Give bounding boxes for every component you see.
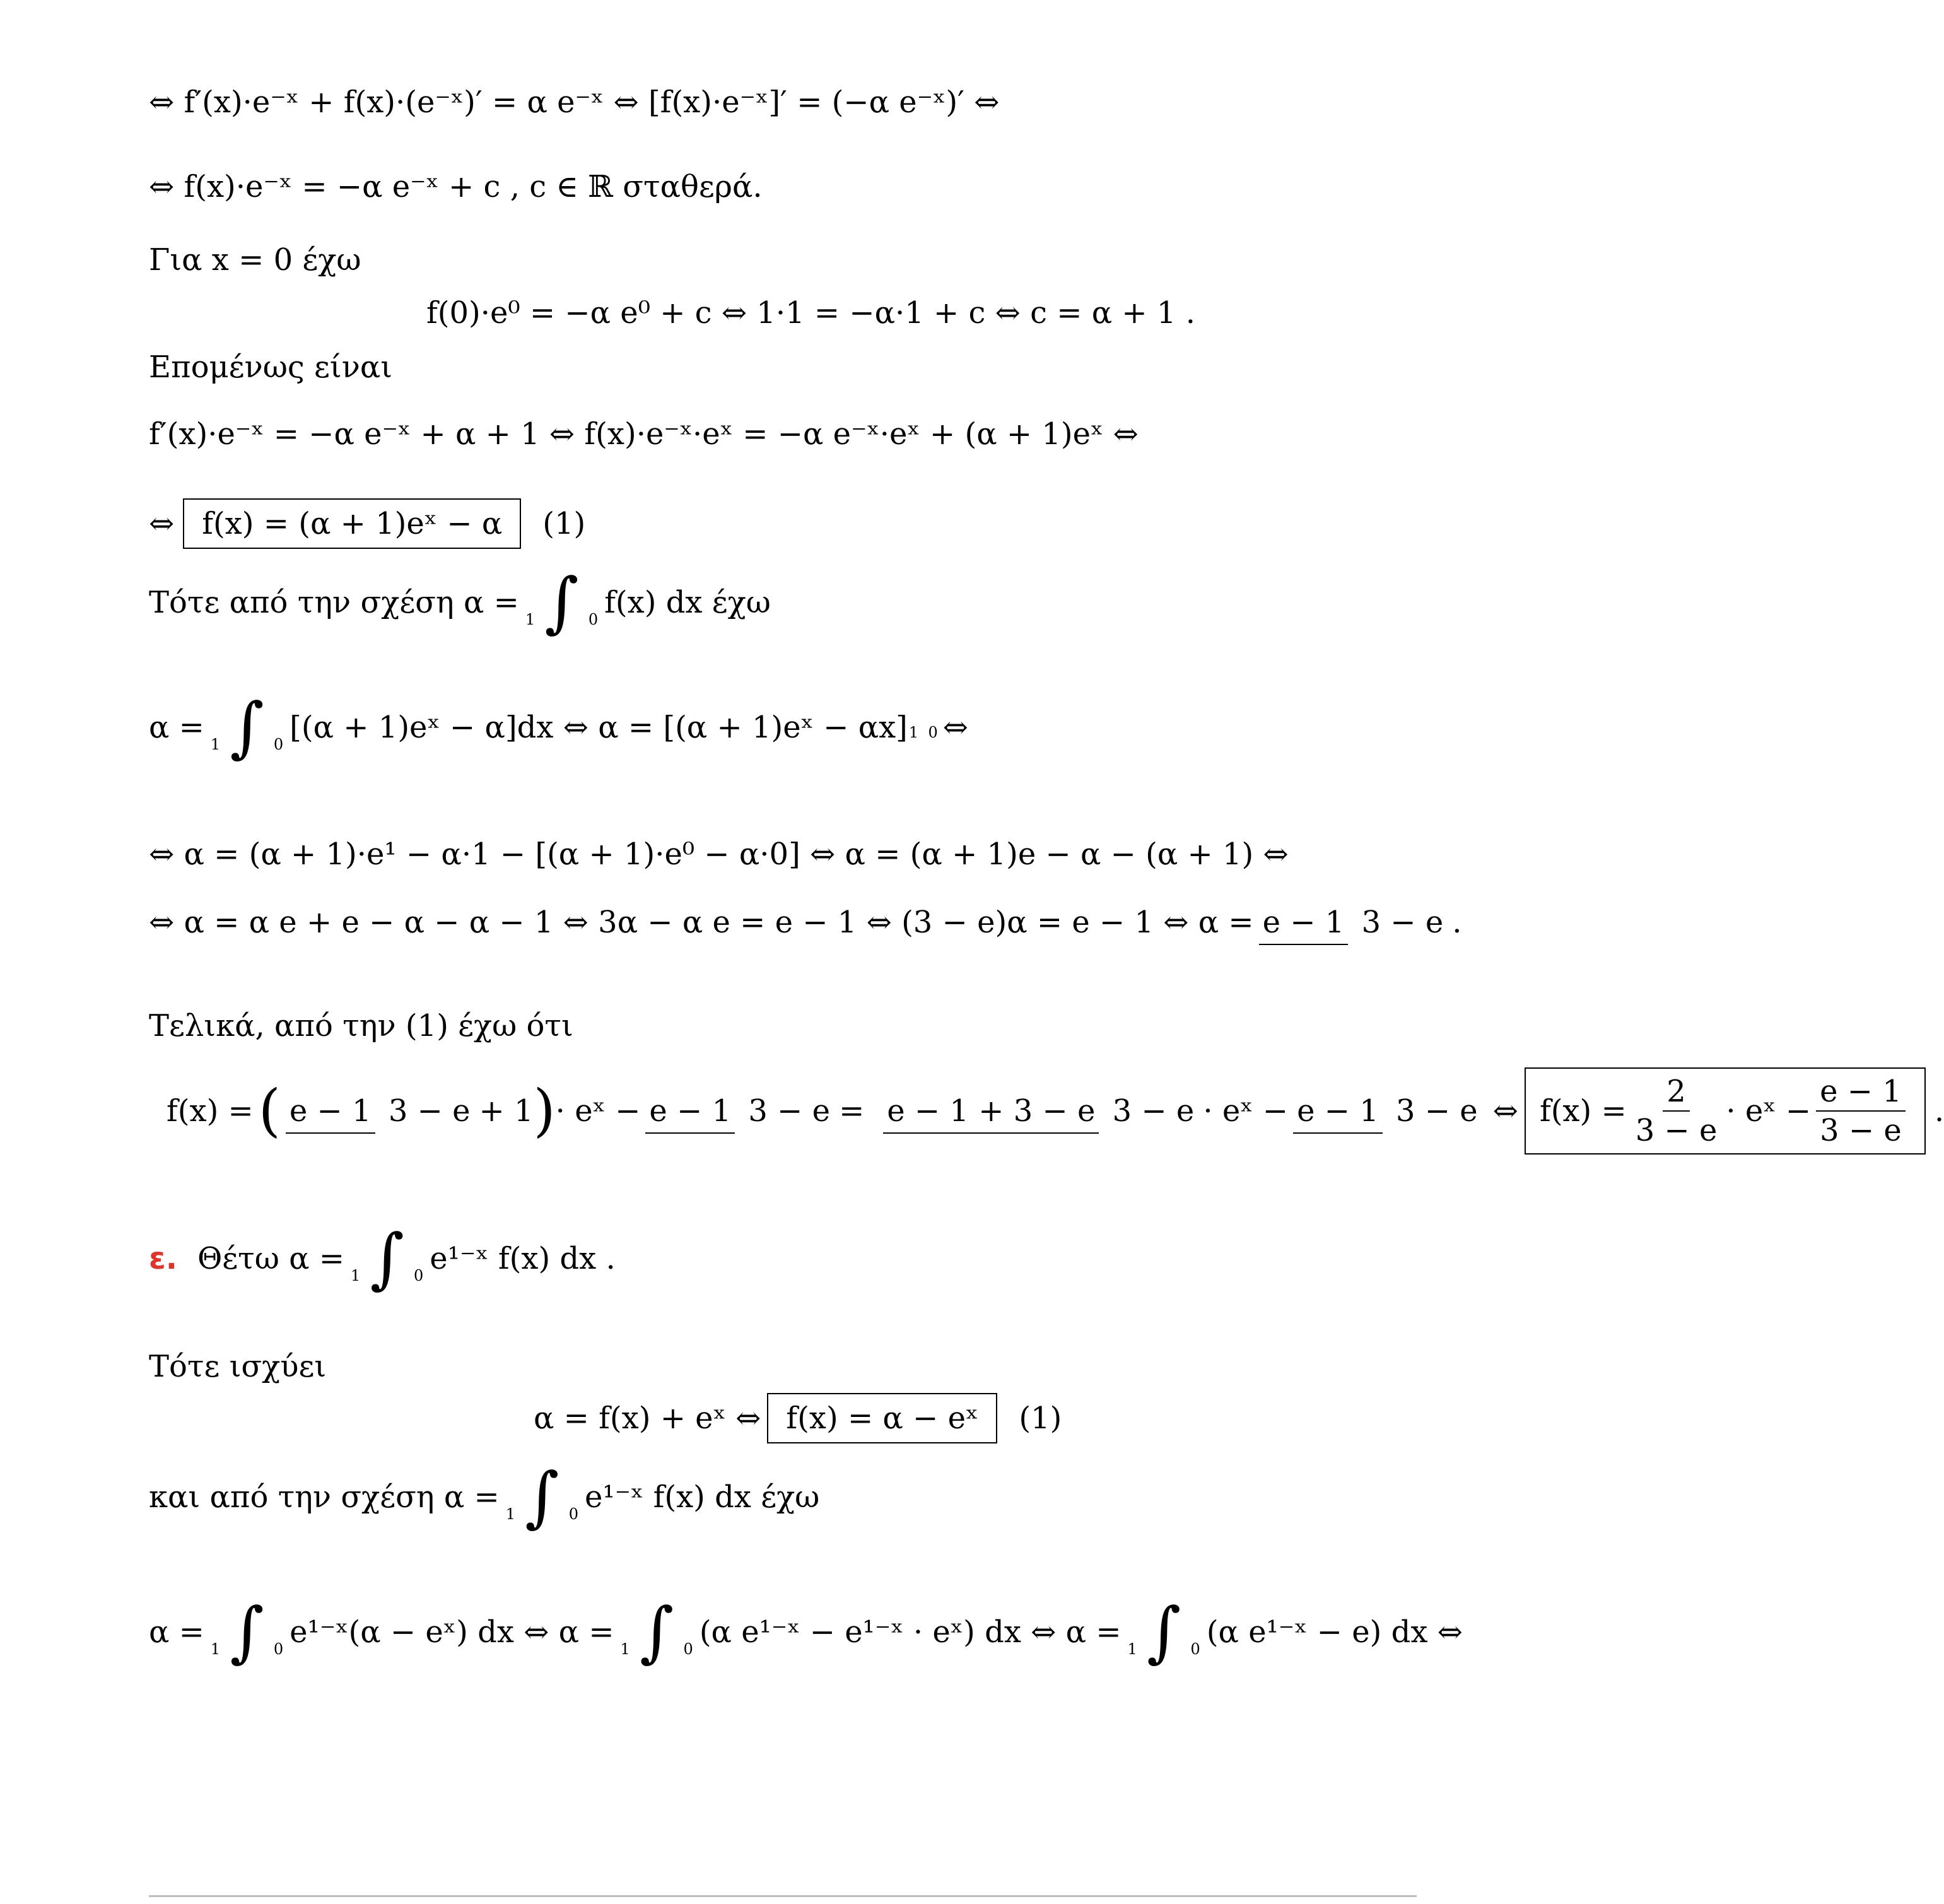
integral-sign [505,1458,579,1535]
integral-symbol-icon: ∫ [640,1593,674,1670]
equation-line-9 [149,688,968,765]
upper-limit: 1 [620,1640,630,1658]
lower-limit: 0 [588,611,599,628]
equation-line-8 [149,563,771,640]
equation-text: f(x) = [167,1093,254,1129]
equation-text: (α e¹⁻ˣ − e) dx ⇔ [1206,1614,1463,1650]
evaluation-limits [909,712,938,743]
equation-text: ⇔ α = α e + e − α − α − 1 ⇔ 3α − α e = e − 1 ⇔ (3 − e)α = e − 1 ⇔ α = [149,905,1254,940]
integral-symbol-icon: ∫ [230,688,264,765]
equation-line-4 [426,295,1195,331]
equation-text: α = f(x) + eˣ ⇔ [534,1401,761,1436]
fraction [645,1093,834,1129]
paragraph-text: Τελικά, από την (1) έχω ότι [149,1008,573,1043]
equation-text: ⇔ f′(x)·e⁻ˣ + f(x)·(e⁻ˣ)′ = α e⁻ˣ ⇔ [f(x)·e⁻ˣ]′ = (−α e⁻ˣ)′ ⇔ [149,85,1000,120]
text-line-12 [149,1008,573,1043]
integral-symbol-icon: ∫ [544,563,579,640]
fraction [1816,1076,1906,1146]
upper-limit: 1 [505,1505,516,1523]
equation-line-18 [149,1593,1463,1670]
text-line-15 [149,1351,326,1382]
equation-line-10 [149,837,1289,872]
integral-symbol-icon: ∫ [1147,1593,1181,1670]
integral-sign [620,1593,693,1670]
fraction-denominator: 3 − e [1635,1113,1718,1148]
lower-limit: 0 [273,736,284,753]
equivalence-symbol: ⇔ [1492,1093,1518,1129]
equation-text: · eˣ − [1203,1093,1289,1129]
equation-text: f(x) = [1539,1093,1627,1129]
lower-limit: 0 [414,1267,424,1284]
fraction-denominator: 3 − e [1820,1113,1902,1148]
right-paren-icon: ) [533,1078,556,1144]
footer-divider [149,1895,1417,1897]
equation-text: ⇔ f(x)·e⁻ˣ = −α e⁻ˣ + c , c ∈ ℝ σταθερά. [149,169,763,204]
upper-limit: 1 [351,1267,361,1284]
equation-line-17 [149,1458,820,1535]
text-line-5 [149,350,393,385]
equation-line-13 [167,1067,1944,1155]
paragraph-text: Τότε από την σχέση α = [149,584,519,620]
fraction-numerator: e − 1 [645,1093,735,1134]
equation-text: · eˣ − [1726,1093,1812,1129]
upper-limit: 1 [908,723,919,741]
lower-limit: 0 [1190,1640,1200,1658]
equation-text: [(α + 1)eˣ − α]dx ⇔ α = [(α + 1)eˣ − αx] [290,709,908,745]
equation-tag: (1) [542,506,586,541]
paragraph-text: Θέτω α = [197,1240,345,1276]
paragraph-text: Για x = 0 έχω [149,242,361,278]
equation-text: e¹⁻ˣ f(x) dx έχω [585,1479,820,1515]
fraction [1293,1093,1482,1129]
equation-text: ⇔ α = (α + 1)·e¹ − α·1 − [(α + 1)·e⁰ − α·0] ⇔ α = (α + 1)e − α − (α + 1) ⇔ [149,837,1289,872]
equation-text: e¹⁻ˣ f(x) dx . [430,1240,616,1276]
equation-text: (α e¹⁻ˣ − e¹⁻ˣ · eˣ) dx ⇔ α = [699,1614,1121,1650]
equation-line-7 [149,498,585,549]
period: . [1934,1093,1944,1129]
integral-sign [210,688,284,765]
integral-symbol-icon: ∫ [525,1458,559,1535]
equation-text: f(x) dx έχω [604,584,771,620]
left-paren-icon: ( [258,1078,281,1144]
equation-text: ⇔ [942,709,968,745]
fraction [286,1093,474,1129]
section-epsilon [149,1219,616,1296]
integral-symbol-icon: ∫ [230,1593,264,1670]
fraction-cancelled [883,1093,1198,1129]
equation-text: = [839,1093,865,1129]
equation-line-6 [149,416,1139,452]
fraction [1632,1076,1721,1146]
upper-limit: 1 [525,611,536,628]
fraction-denominator: 3 − e [1112,1093,1195,1129]
lower-limit: 0 [568,1505,579,1523]
equation-line-11 [149,905,1462,940]
equation-line-16 [534,1393,1062,1443]
upper-limit: 1 [1127,1640,1137,1658]
fraction-numerator: e − 1 [1259,905,1349,945]
fraction-denominator: 3 − e [1361,905,1444,940]
equation-text: α = [149,1614,204,1650]
lower-limit: 0 [683,1640,693,1658]
integral-sign [210,1593,284,1670]
fraction-numerator: e − 1 [286,1093,375,1134]
equation-text: + 1 [479,1093,534,1129]
fraction-denominator: 3 − e [1396,1093,1478,1129]
lower-limit: 0 [273,1640,284,1658]
equation-text: f(0)·e⁰ = −α e⁰ + c ⇔ 1·1 = −α·1 + c ⇔ c = α + 1 . [426,295,1195,331]
equation-line-2 [149,169,763,204]
lower-limit: 0 [928,723,938,741]
upper-limit: 1 [210,736,221,753]
section-label: ε. [149,1240,177,1276]
fraction-numerator: e − 1 [1816,1076,1906,1112]
equation-line-1 [149,85,1000,120]
fraction-numerator: e − 1 [1293,1093,1383,1134]
fraction-numerator: 2 [1663,1076,1690,1112]
integral-symbol-icon: ∫ [370,1219,404,1296]
equation-text: f′(x)·e⁻ˣ = −α e⁻ˣ + α + 1 ⇔ f(x)·e⁻ˣ·eˣ = −α e⁻ˣ·eˣ + (α + 1)eˣ ⇔ [149,416,1139,452]
fraction-numerator: e − 1 + 3 − e [883,1093,1099,1134]
text-line-3 [149,242,361,278]
integral-sign [525,563,599,640]
upper-limit: 1 [210,1640,221,1658]
equation-text: α = [149,709,204,745]
boxed-result [1525,1067,1926,1155]
period: . [1452,905,1462,940]
integral-sign [351,1219,424,1296]
boxed-result: f(x) = α − eˣ [767,1393,997,1443]
paragraph-text: Επομένως είναι [149,350,393,385]
fraction-denominator: 3 − e [748,1093,831,1129]
boxed-result: f(x) = (α + 1)eˣ − α [183,498,521,549]
equation-text: · eˣ − [555,1093,641,1129]
fraction [1259,905,1448,940]
integral-sign [1127,1593,1200,1670]
paragraph-text: Τότε ισχύει [149,1349,327,1384]
fraction-denominator: 3 − e [388,1093,471,1129]
equivalence-symbol: ⇔ [149,506,175,541]
paragraph-text: και από την σχέση α = [149,1479,500,1515]
equation-tag: (1) [1019,1401,1062,1436]
equation-text: e¹⁻ˣ(α − eˣ) dx ⇔ α = [290,1614,614,1650]
